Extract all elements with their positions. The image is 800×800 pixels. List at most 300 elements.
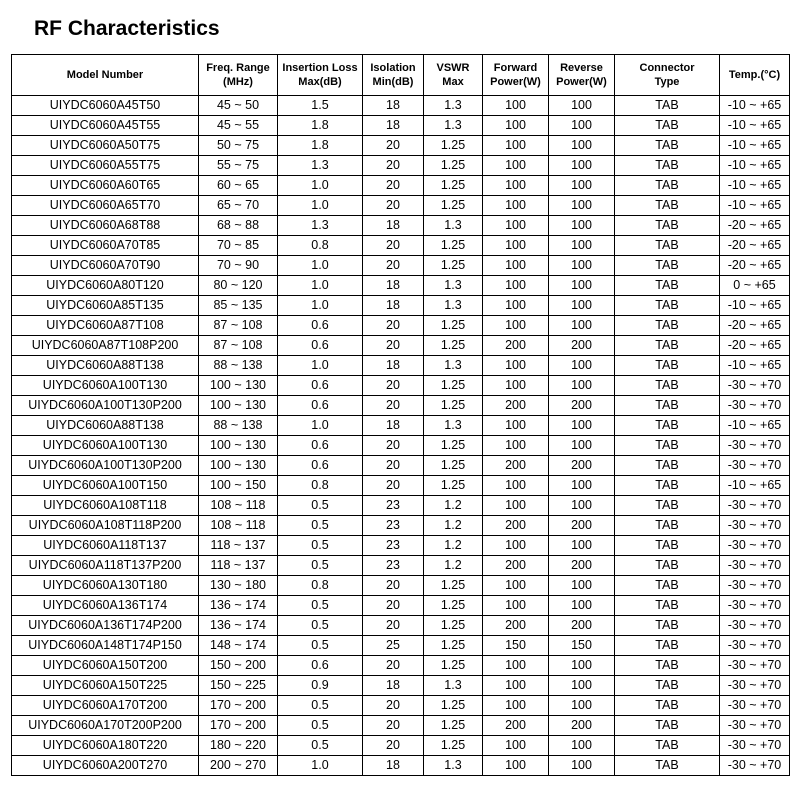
- cell-vswr: 1.3: [424, 96, 483, 116]
- cell-insertion-loss: 0.8: [278, 236, 363, 256]
- cell-connector-type: TAB: [615, 416, 720, 436]
- cell-reverse-power: 100: [549, 116, 615, 136]
- cell-insertion-loss: 1.3: [278, 156, 363, 176]
- cell-forward-power: 100: [483, 156, 549, 176]
- cell-freq-range: 148 ~ 174: [199, 636, 278, 656]
- cell-freq-range: 136 ~ 174: [199, 596, 278, 616]
- header-vswr: [424, 55, 483, 96]
- cell-model-number: UIYDC6060A100T130P200: [12, 456, 199, 476]
- cell-isolation: 20: [363, 256, 424, 276]
- header-text: VSWR: [436, 62, 470, 74]
- table-row: [12, 96, 790, 116]
- table-row: [12, 136, 790, 156]
- cell-reverse-power: 100: [549, 376, 615, 396]
- cell-isolation: 20: [363, 576, 424, 596]
- cell-reverse-power: 100: [549, 236, 615, 256]
- cell-reverse-power: 200: [549, 516, 615, 536]
- cell-connector-type: TAB: [615, 136, 720, 156]
- cell-temp: -30 ~ +70: [720, 616, 790, 636]
- cell-temp: -30 ~ +70: [720, 716, 790, 736]
- cell-temp: -10 ~ +65: [720, 196, 790, 216]
- cell-vswr: 1.3: [424, 416, 483, 436]
- cell-insertion-loss: 1.0: [278, 176, 363, 196]
- cell-forward-power: 100: [483, 756, 549, 776]
- cell-isolation: 23: [363, 516, 424, 536]
- cell-forward-power: 150: [483, 636, 549, 656]
- cell-connector-type: TAB: [615, 376, 720, 396]
- cell-forward-power: 100: [483, 676, 549, 696]
- cell-isolation: 20: [363, 716, 424, 736]
- cell-model-number: UIYDC6060A136T174P200: [12, 616, 199, 636]
- cell-vswr: 1.2: [424, 496, 483, 516]
- cell-isolation: 20: [363, 736, 424, 756]
- cell-freq-range: 108 ~ 118: [199, 516, 278, 536]
- cell-model-number: UIYDC6060A148T174P150: [12, 636, 199, 656]
- cell-isolation: 18: [363, 676, 424, 696]
- cell-forward-power: 200: [483, 456, 549, 476]
- cell-forward-power: 100: [483, 316, 549, 336]
- cell-insertion-loss: 1.0: [278, 276, 363, 296]
- cell-freq-range: 180 ~ 220: [199, 736, 278, 756]
- cell-vswr: 1.25: [424, 256, 483, 276]
- cell-isolation: 20: [363, 176, 424, 196]
- cell-forward-power: 100: [483, 276, 549, 296]
- cell-vswr: 1.3: [424, 296, 483, 316]
- cell-freq-range: 100 ~ 130: [199, 376, 278, 396]
- header-text: Forward: [493, 62, 538, 74]
- cell-reverse-power: 100: [549, 156, 615, 176]
- cell-freq-range: 80 ~ 120: [199, 276, 278, 296]
- cell-reverse-power: 100: [549, 656, 615, 676]
- cell-model-number: UIYDC6060A70T85: [12, 236, 199, 256]
- header-model-number: [12, 55, 199, 96]
- cell-connector-type: TAB: [615, 456, 720, 476]
- cell-insertion-loss: 0.6: [278, 336, 363, 356]
- header-insertion-loss: [278, 55, 363, 96]
- cell-vswr: 1.25: [424, 596, 483, 616]
- cell-temp: -30 ~ +70: [720, 496, 790, 516]
- cell-forward-power: 200: [483, 396, 549, 416]
- cell-freq-range: 87 ~ 108: [199, 336, 278, 356]
- cell-reverse-power: 100: [549, 276, 615, 296]
- cell-connector-type: TAB: [615, 716, 720, 736]
- cell-temp: -20 ~ +65: [720, 236, 790, 256]
- cell-reverse-power: 100: [549, 436, 615, 456]
- cell-temp: -30 ~ +70: [720, 696, 790, 716]
- cell-isolation: 20: [363, 236, 424, 256]
- header-isolation: [363, 55, 424, 96]
- header-text: Max: [442, 76, 464, 88]
- cell-temp: -10 ~ +65: [720, 136, 790, 156]
- table-row: [12, 216, 790, 236]
- cell-connector-type: TAB: [615, 316, 720, 336]
- cell-vswr: 1.25: [424, 696, 483, 716]
- cell-model-number: UIYDC6060A136T174: [12, 596, 199, 616]
- cell-insertion-loss: 0.5: [278, 716, 363, 736]
- cell-connector-type: TAB: [615, 676, 720, 696]
- cell-vswr: 1.25: [424, 476, 483, 496]
- cell-isolation: 20: [363, 616, 424, 636]
- cell-forward-power: 100: [483, 736, 549, 756]
- cell-model-number: UIYDC6060A45T50: [12, 96, 199, 116]
- cell-temp: -30 ~ +70: [720, 516, 790, 536]
- header-reverse-power: [549, 55, 615, 96]
- cell-connector-type: TAB: [615, 496, 720, 516]
- cell-reverse-power: 100: [549, 496, 615, 516]
- cell-insertion-loss: 1.0: [278, 416, 363, 436]
- cell-reverse-power: 100: [549, 736, 615, 756]
- cell-reverse-power: 100: [549, 576, 615, 596]
- cell-isolation: 20: [363, 376, 424, 396]
- cell-temp: -30 ~ +70: [720, 636, 790, 656]
- cell-temp: -30 ~ +70: [720, 676, 790, 696]
- cell-connector-type: TAB: [615, 156, 720, 176]
- cell-connector-type: TAB: [615, 696, 720, 716]
- table-row: [12, 476, 790, 496]
- header-text: Reverse: [560, 62, 603, 74]
- cell-reverse-power: 100: [549, 176, 615, 196]
- table-row: [12, 336, 790, 356]
- header-text: Connector: [639, 62, 695, 74]
- cell-vswr: 1.2: [424, 516, 483, 536]
- cell-forward-power: 100: [483, 496, 549, 516]
- cell-isolation: 25: [363, 636, 424, 656]
- header-text: Power(W): [490, 76, 541, 88]
- cell-model-number: UIYDC6060A68T88: [12, 216, 199, 236]
- cell-temp: -30 ~ +70: [720, 576, 790, 596]
- cell-freq-range: 100 ~ 130: [199, 436, 278, 456]
- cell-temp: -10 ~ +65: [720, 176, 790, 196]
- table-row: [12, 376, 790, 396]
- table-row: [12, 716, 790, 736]
- cell-vswr: 1.3: [424, 756, 483, 776]
- header-text: Power(W): [556, 76, 607, 88]
- cell-connector-type: TAB: [615, 296, 720, 316]
- cell-vswr: 1.25: [424, 156, 483, 176]
- cell-connector-type: TAB: [615, 576, 720, 596]
- cell-reverse-power: 200: [549, 456, 615, 476]
- cell-vswr: 1.25: [424, 236, 483, 256]
- cell-reverse-power: 100: [549, 536, 615, 556]
- header-text: Insertion Loss: [282, 62, 358, 74]
- cell-forward-power: 100: [483, 96, 549, 116]
- cell-temp: -30 ~ +70: [720, 536, 790, 556]
- cell-forward-power: 100: [483, 196, 549, 216]
- cell-forward-power: 100: [483, 296, 549, 316]
- header-freq-range: [199, 55, 278, 96]
- cell-isolation: 20: [363, 396, 424, 416]
- cell-insertion-loss: 1.0: [278, 356, 363, 376]
- cell-model-number: UIYDC6060A118T137: [12, 536, 199, 556]
- cell-reverse-power: 100: [549, 596, 615, 616]
- table-row: [12, 256, 790, 276]
- cell-model-number: UIYDC6060A88T138: [12, 356, 199, 376]
- table-row: [12, 156, 790, 176]
- cell-reverse-power: 100: [549, 256, 615, 276]
- cell-connector-type: TAB: [615, 196, 720, 216]
- header-text: (MHz): [223, 76, 253, 88]
- cell-reverse-power: 100: [549, 196, 615, 216]
- cell-freq-range: 200 ~ 270: [199, 756, 278, 776]
- cell-freq-range: 65 ~ 70: [199, 196, 278, 216]
- cell-isolation: 20: [363, 156, 424, 176]
- header-text: Freq. Range: [206, 62, 270, 74]
- cell-freq-range: 60 ~ 65: [199, 176, 278, 196]
- cell-model-number: UIYDC6060A170T200P200: [12, 716, 199, 736]
- cell-connector-type: TAB: [615, 596, 720, 616]
- cell-reverse-power: 200: [549, 616, 615, 636]
- table-row: [12, 596, 790, 616]
- cell-freq-range: 88 ~ 138: [199, 416, 278, 436]
- cell-freq-range: 45 ~ 50: [199, 96, 278, 116]
- table-row: [12, 196, 790, 216]
- cell-reverse-power: 200: [549, 556, 615, 576]
- cell-isolation: 18: [363, 276, 424, 296]
- header-text: Isolation: [370, 62, 416, 74]
- cell-forward-power: 100: [483, 176, 549, 196]
- cell-vswr: 1.3: [424, 356, 483, 376]
- cell-forward-power: 100: [483, 236, 549, 256]
- cell-model-number: UIYDC6060A100T130P200: [12, 396, 199, 416]
- cell-forward-power: 100: [483, 256, 549, 276]
- cell-temp: -30 ~ +70: [720, 396, 790, 416]
- cell-isolation: 20: [363, 316, 424, 336]
- cell-insertion-loss: 0.6: [278, 376, 363, 396]
- cell-freq-range: 100 ~ 130: [199, 456, 278, 476]
- cell-temp: -30 ~ +70: [720, 436, 790, 456]
- cell-model-number: UIYDC6060A65T70: [12, 196, 199, 216]
- cell-temp: -30 ~ +70: [720, 376, 790, 396]
- cell-freq-range: 150 ~ 200: [199, 656, 278, 676]
- cell-isolation: 18: [363, 356, 424, 376]
- cell-insertion-loss: 0.8: [278, 476, 363, 496]
- cell-insertion-loss: 0.5: [278, 736, 363, 756]
- cell-vswr: 1.25: [424, 716, 483, 736]
- cell-model-number: UIYDC6060A45T55: [12, 116, 199, 136]
- cell-isolation: 20: [363, 656, 424, 676]
- header-text: Temp.(°C): [728, 69, 781, 81]
- cell-forward-power: 200: [483, 716, 549, 736]
- cell-temp: -10 ~ +65: [720, 96, 790, 116]
- cell-isolation: 20: [363, 456, 424, 476]
- cell-vswr: 1.25: [424, 176, 483, 196]
- cell-vswr: 1.25: [424, 736, 483, 756]
- table-body: [12, 96, 790, 776]
- cell-forward-power: 200: [483, 556, 549, 576]
- cell-connector-type: TAB: [615, 756, 720, 776]
- header-connector-type: [615, 55, 720, 96]
- cell-forward-power: 100: [483, 596, 549, 616]
- cell-isolation: 20: [363, 476, 424, 496]
- cell-model-number: UIYDC6060A200T270: [12, 756, 199, 776]
- cell-connector-type: TAB: [615, 356, 720, 376]
- cell-vswr: 1.25: [424, 376, 483, 396]
- cell-temp: -10 ~ +65: [720, 356, 790, 376]
- cell-reverse-power: 100: [549, 356, 615, 376]
- cell-vswr: 1.25: [424, 656, 483, 676]
- cell-insertion-loss: 0.6: [278, 656, 363, 676]
- cell-connector-type: TAB: [615, 96, 720, 116]
- table-row: [12, 616, 790, 636]
- cell-insertion-loss: 0.9: [278, 676, 363, 696]
- cell-forward-power: 200: [483, 516, 549, 536]
- rf-characteristics-table: [11, 54, 790, 776]
- cell-temp: 0 ~ +65: [720, 276, 790, 296]
- cell-insertion-loss: 0.5: [278, 696, 363, 716]
- cell-connector-type: TAB: [615, 396, 720, 416]
- cell-insertion-loss: 1.8: [278, 136, 363, 156]
- cell-freq-range: 87 ~ 108: [199, 316, 278, 336]
- cell-isolation: 20: [363, 336, 424, 356]
- header-forward-power: [483, 55, 549, 96]
- header-temp: [720, 55, 790, 96]
- cell-freq-range: 70 ~ 90: [199, 256, 278, 276]
- cell-temp: -30 ~ +70: [720, 596, 790, 616]
- cell-insertion-loss: 1.5: [278, 96, 363, 116]
- cell-reverse-power: 100: [549, 676, 615, 696]
- cell-forward-power: 200: [483, 616, 549, 636]
- cell-insertion-loss: 1.0: [278, 256, 363, 276]
- cell-reverse-power: 100: [549, 756, 615, 776]
- cell-vswr: 1.3: [424, 216, 483, 236]
- cell-isolation: 18: [363, 756, 424, 776]
- cell-forward-power: 100: [483, 696, 549, 716]
- cell-freq-range: 170 ~ 200: [199, 716, 278, 736]
- table-row: [12, 416, 790, 436]
- table-row: [12, 396, 790, 416]
- cell-freq-range: 108 ~ 118: [199, 496, 278, 516]
- cell-insertion-loss: 0.5: [278, 616, 363, 636]
- cell-temp: -10 ~ +65: [720, 156, 790, 176]
- cell-insertion-loss: 0.5: [278, 636, 363, 656]
- cell-reverse-power: 100: [549, 96, 615, 116]
- cell-insertion-loss: 1.0: [278, 296, 363, 316]
- cell-connector-type: TAB: [615, 536, 720, 556]
- cell-model-number: UIYDC6060A150T225: [12, 676, 199, 696]
- cell-model-number: UIYDC6060A130T180: [12, 576, 199, 596]
- cell-isolation: 20: [363, 196, 424, 216]
- cell-connector-type: TAB: [615, 736, 720, 756]
- cell-freq-range: 85 ~ 135: [199, 296, 278, 316]
- table-row: [12, 556, 790, 576]
- cell-model-number: UIYDC6060A80T120: [12, 276, 199, 296]
- header-text: Min(dB): [372, 76, 414, 88]
- table-row: [12, 276, 790, 296]
- cell-connector-type: TAB: [615, 336, 720, 356]
- cell-freq-range: 100 ~ 150: [199, 476, 278, 496]
- cell-temp: -10 ~ +65: [720, 296, 790, 316]
- cell-insertion-loss: 0.6: [278, 436, 363, 456]
- cell-reverse-power: 100: [549, 296, 615, 316]
- table-row: [12, 436, 790, 456]
- cell-reverse-power: 150: [549, 636, 615, 656]
- cell-vswr: 1.25: [424, 436, 483, 456]
- cell-reverse-power: 100: [549, 416, 615, 436]
- cell-forward-power: 200: [483, 336, 549, 356]
- cell-isolation: 20: [363, 596, 424, 616]
- cell-connector-type: TAB: [615, 276, 720, 296]
- cell-freq-range: 68 ~ 88: [199, 216, 278, 236]
- cell-model-number: UIYDC6060A150T200: [12, 656, 199, 676]
- cell-connector-type: TAB: [615, 636, 720, 656]
- cell-freq-range: 118 ~ 137: [199, 536, 278, 556]
- cell-model-number: UIYDC6060A108T118: [12, 496, 199, 516]
- table-row: [12, 316, 790, 336]
- cell-connector-type: TAB: [615, 256, 720, 276]
- cell-reverse-power: 100: [549, 136, 615, 156]
- table-row: [12, 516, 790, 536]
- cell-temp: -20 ~ +65: [720, 256, 790, 276]
- table-row: [12, 496, 790, 516]
- cell-forward-power: 100: [483, 536, 549, 556]
- cell-isolation: 23: [363, 536, 424, 556]
- cell-isolation: 23: [363, 556, 424, 576]
- cell-insertion-loss: 0.6: [278, 456, 363, 476]
- cell-isolation: 20: [363, 136, 424, 156]
- cell-vswr: 1.25: [424, 396, 483, 416]
- cell-temp: -20 ~ +65: [720, 216, 790, 236]
- cell-temp: -10 ~ +65: [720, 416, 790, 436]
- table-row: [12, 676, 790, 696]
- cell-connector-type: TAB: [615, 516, 720, 536]
- table-row: [12, 356, 790, 376]
- cell-model-number: UIYDC6060A100T130: [12, 436, 199, 456]
- cell-insertion-loss: 0.6: [278, 316, 363, 336]
- cell-model-number: UIYDC6060A100T150: [12, 476, 199, 496]
- cell-vswr: 1.25: [424, 576, 483, 596]
- cell-freq-range: 45 ~ 55: [199, 116, 278, 136]
- cell-insertion-loss: 1.0: [278, 196, 363, 216]
- cell-freq-range: 70 ~ 85: [199, 236, 278, 256]
- cell-model-number: UIYDC6060A108T118P200: [12, 516, 199, 536]
- cell-isolation: 20: [363, 436, 424, 456]
- cell-insertion-loss: 0.5: [278, 496, 363, 516]
- cell-insertion-loss: 1.3: [278, 216, 363, 236]
- cell-vswr: 1.25: [424, 136, 483, 156]
- table-header-row: [12, 55, 790, 96]
- cell-model-number: UIYDC6060A88T138: [12, 416, 199, 436]
- cell-vswr: 1.25: [424, 196, 483, 216]
- cell-freq-range: 130 ~ 180: [199, 576, 278, 596]
- cell-model-number: UIYDC6060A70T90: [12, 256, 199, 276]
- table-row: [12, 576, 790, 596]
- cell-forward-power: 100: [483, 476, 549, 496]
- cell-freq-range: 150 ~ 225: [199, 676, 278, 696]
- cell-connector-type: TAB: [615, 476, 720, 496]
- cell-freq-range: 100 ~ 130: [199, 396, 278, 416]
- table-row: [12, 696, 790, 716]
- cell-model-number: UIYDC6060A55T75: [12, 156, 199, 176]
- cell-reverse-power: 200: [549, 396, 615, 416]
- cell-insertion-loss: 1.0: [278, 756, 363, 776]
- cell-connector-type: TAB: [615, 116, 720, 136]
- cell-temp: -20 ~ +65: [720, 316, 790, 336]
- cell-forward-power: 100: [483, 356, 549, 376]
- cell-vswr: 1.3: [424, 676, 483, 696]
- cell-isolation: 20: [363, 696, 424, 716]
- cell-reverse-power: 200: [549, 336, 615, 356]
- cell-connector-type: TAB: [615, 656, 720, 676]
- cell-connector-type: TAB: [615, 176, 720, 196]
- cell-vswr: 1.2: [424, 536, 483, 556]
- table-row: [12, 656, 790, 676]
- page-title: RF Characteristics: [34, 17, 220, 40]
- table-row: [12, 636, 790, 656]
- cell-model-number: UIYDC6060A85T135: [12, 296, 199, 316]
- cell-vswr: 1.3: [424, 116, 483, 136]
- cell-insertion-loss: 0.8: [278, 576, 363, 596]
- cell-reverse-power: 200: [549, 716, 615, 736]
